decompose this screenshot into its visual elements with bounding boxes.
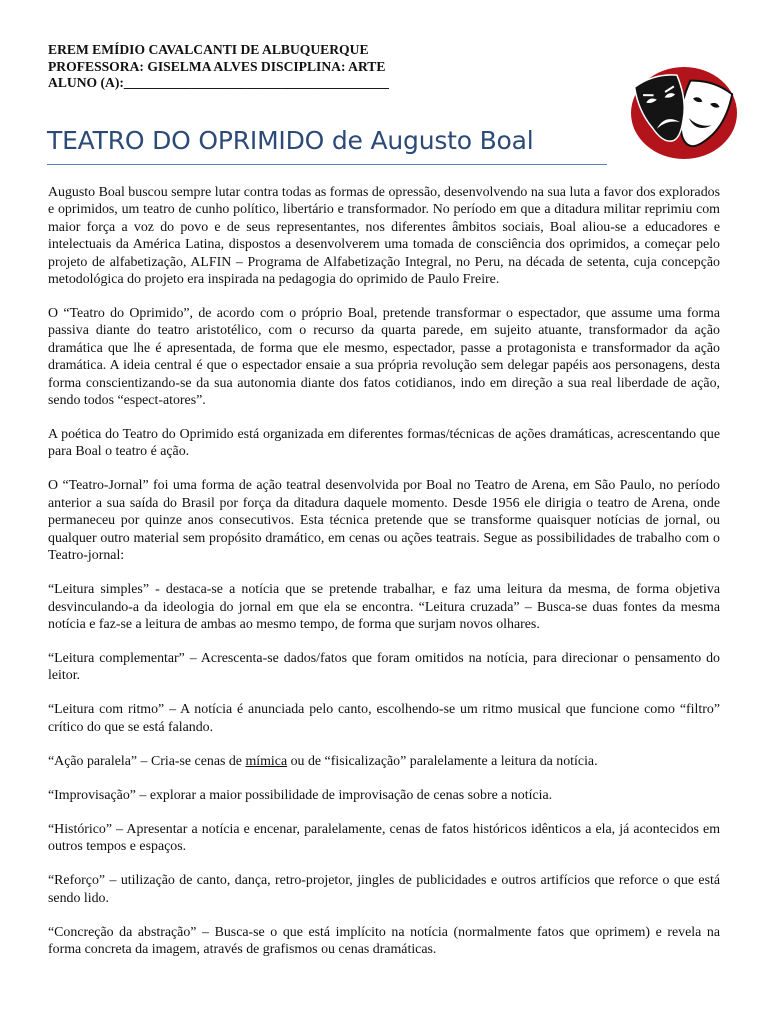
paragraph: “Histórico” – Apresentar a notícia e encenar, paralelamente, cenas de fatos históricos idênticos a ela, já acontecidos em outros tempos e espaços. [48,821,720,855]
text-span: ou de “fisicalização” paralelamente a leitura da notícia. [287,753,598,769]
paragraph: O “Teatro do Oprimido”, de acordo com o próprio Boal, pretende transformar o espectador, que assume uma forma passiva diante do teatro aristotélico, com o recurso da quarta parede, em sujeito atuante, transformador da ação dramática que lhe é apresentada, de forma que ele mesmo, espectador, passe a protagonista e transformador da ação dramática. A ideia central é que o espectador ensaie a sua própria revolução sem delegar papéis aos personagens, desta forma conscientizando-se da sua autonomia diante dos fatos cotidianos, indo em direção a sua real liberdade de ação, sendo todos “espect-atores”. [48,306,720,409]
underlined-word: mímica [245,753,288,769]
school-header [48,42,389,92]
paragraph: Augusto Boal buscou sempre lutar contra todas as formas de opressão, desenvolvendo na sua luta a favor dos explorados e oprimidos, um teatro de cunho político, libertário e transformador. No período em que a ditadura militar reprimiu com maior força a voz do povo e de seus representantes, nos diferentes âmbitos sociais, Boal aliou-se a educadores e intelectuais da América Latina, dispostos a desenvolverem uma tomada de consciência dos oprimidos, a começar pelo projeto de alfabetização, ALFIN – Programa de Alfabetização Integral, no Peru, na década de setenta, cuja concepção metodológica do projeto era inspirada na pedagogia do oprimido de Paulo Freire. [48,185,720,288]
paragraph: “Leitura complementar” – Acrescenta-se dados/fatos que foram omitidos na notícia, para direcionar o pensamento do leitor. [48,650,720,684]
paragraph: “Reforço” – utilização de canto, dança, retro-projetor, jingles de publicidades e outros artifícios que reforce o que está sendo lido. [48,873,720,906]
student-name-line: ALUNO (A):_______________________________________ [48,75,389,90]
paragraph: “Improvisação” – explorar a maior possibilidade de improvisação de cenas sobre a notícia. [48,787,553,803]
paragraph: A poética do Teatro do Oprimido está organizada em diferentes formas/técnicas de ações dramáticas, acrescentando que para Boal o teatro é ação. [48,427,720,460]
paragraph: “Concreção da abstração” – Busca-se o que está implícito na notícia (normalmente fatos que oprimem) e revela na forma concreta da imagem, através de grafismos ou cenas dramáticas. [48,924,720,957]
paragraph: “Leitura com ritmo” – A notícia é anunciada pelo canto, escolhendo-se um ritmo musical que funcione como “filtro” crítico do que se está falando. [48,702,720,735]
document-title: TEATRO DO OPRIMIDO de Augusto Boal [47,126,534,155]
document-body [48,184,720,975]
paragraph: “Leitura simples” - destaca-se a notícia que se pretende trabalhar, e faz uma leitura da mesma, de forma objetiva desvinculando-a da ideologia do jornal em que ela se encontra. “Leitura cruzada” – Busca-se duas fontes da mesma notícia e faz-se a leitura de ambas ao mesmo tempo, de forma que surjam novos olhares. [48,582,720,632]
theatre-masks-icon [628,64,738,162]
text-span: “Ação paralela” – Cria-se cenas de [48,753,246,769]
title-underline [47,164,607,165]
paragraph: O “Teatro-Jornal” foi uma forma de ação teatral desenvolvida por Boal no Teatro de Arena, em São Paulo, no período anterior a sua saída do Brasil por força da ditadura daquele momento. Desde 1956 ele dirigia o teatro de Arena, onde permaneceu por quinze anos consecutivos. Esta técnica pretende que se transforme quaisquer notícias de jornal, ou qualquer outro material sem propósito dramático, em cenas ou ações teatrais. Segue as possibilidades de trabalho com o Teatro-jornal: [48,478,720,564]
paragraph-acao-paralela [48,753,720,770]
teacher-discipline-line: PROFESSORA: GISELMA ALVES DISCIPLINA: ARTE [48,58,386,74]
school-name: EREM EMÍDIO CAVALCANTI DE ALBUQUERQUE [48,42,369,57]
